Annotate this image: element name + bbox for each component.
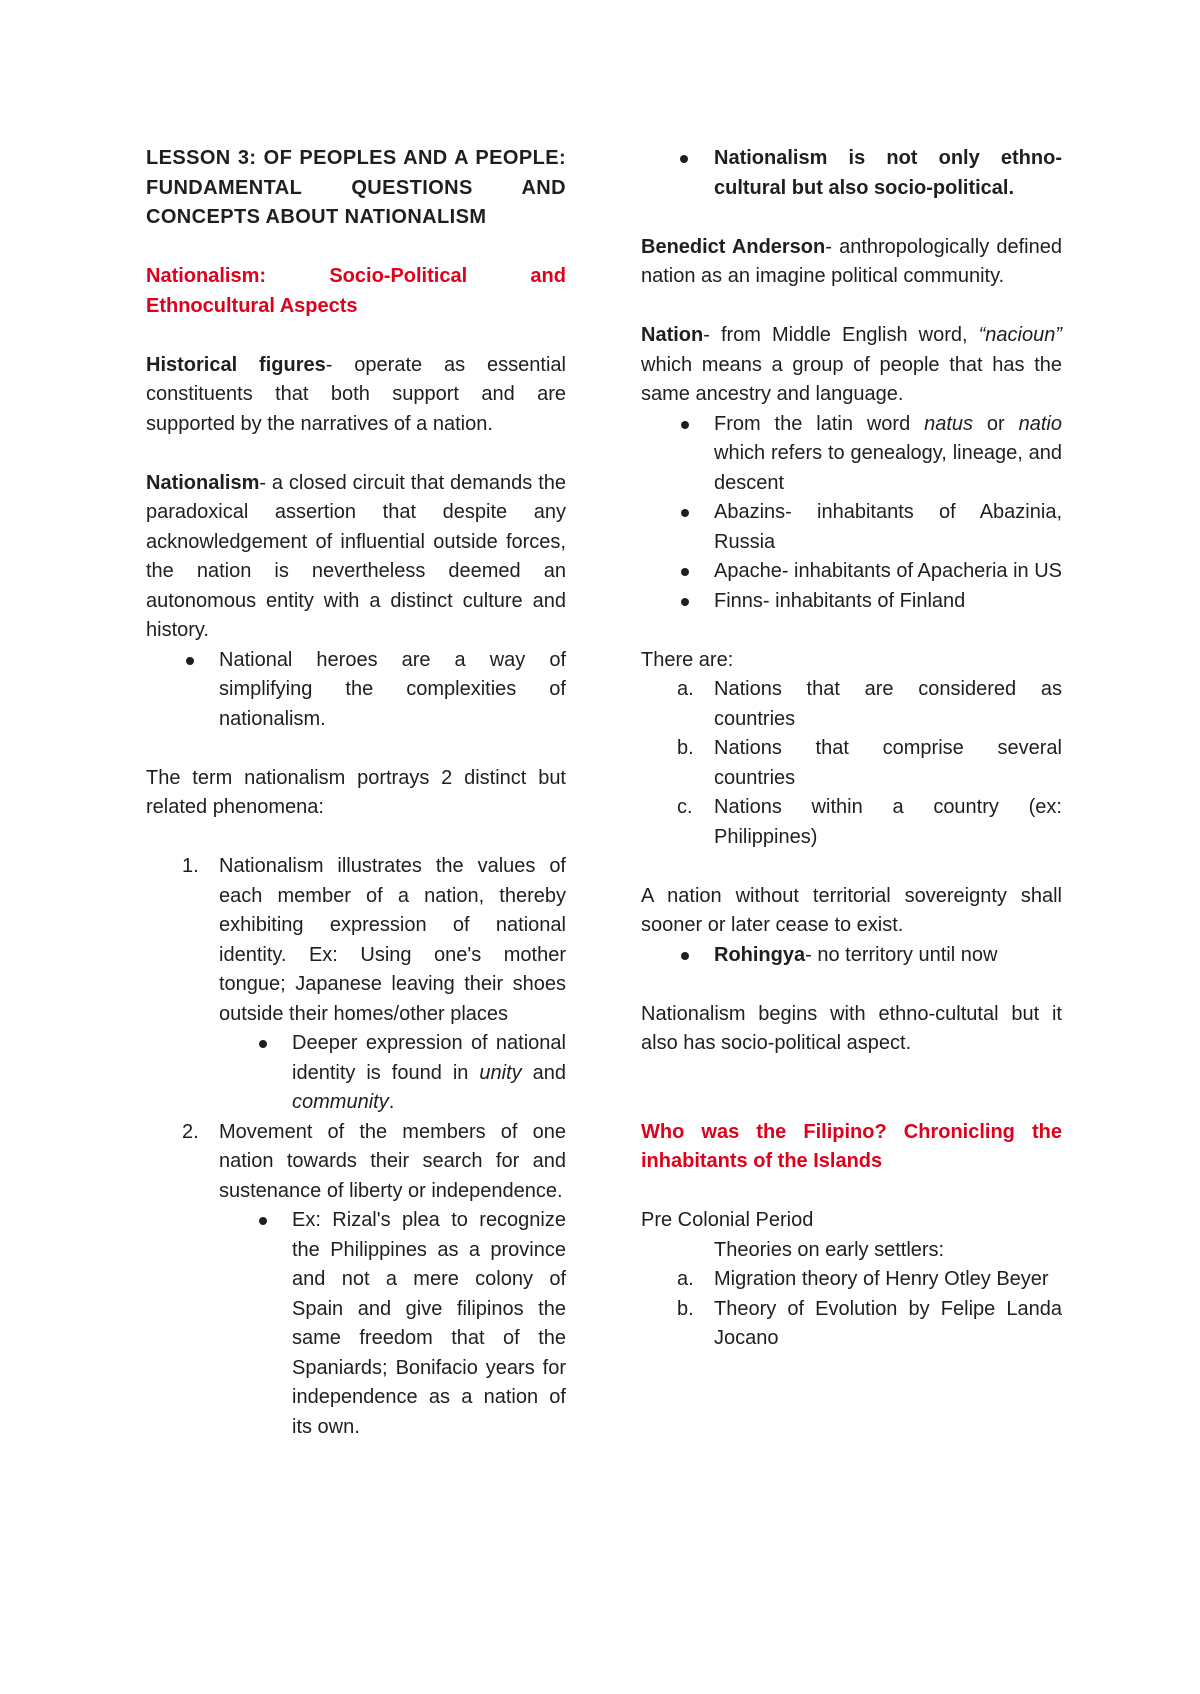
item-1-text: Nationalism illustrates the values of each member of a nation, thereby exhibiting expression of national identity. Ex: Using one's mother tongue; Japanese leaving their shoes outside their homes/other places	[219, 855, 566, 1025]
abazins-text: Abazins- inhabitants of Abazinia, Russia	[714, 501, 1062, 553]
alpha-label: b.	[677, 1297, 694, 1320]
theory-b-text: Theory of Evolution by Felipe Landa Jocano	[714, 1297, 1062, 1349]
bullet-icon	[681, 509, 689, 517]
precolonial-heading: Pre Colonial Period	[641, 1209, 814, 1231]
alpha-label: a.	[677, 678, 694, 700]
bullet-icon	[259, 1217, 267, 1225]
section-heading-filipino: Who was the Filipino? Chronicling the inhabitants of the Islands	[641, 1120, 1062, 1172]
not-only-text: Nationalism is not only ethno-cultural but also socio-political.	[714, 147, 1062, 199]
community-word: community	[292, 1091, 389, 1113]
anderson-definition: - anthropologically defined nation as an imagine political community.	[641, 235, 1062, 287]
alpha-c-text: Nations within a country (ex: Philippines)	[714, 796, 1062, 848]
list-item-rizal-example	[146, 1206, 566, 1442]
alpha-item-b	[641, 734, 1062, 793]
sub-text: and	[521, 1061, 566, 1084]
alpha-item-a	[641, 675, 1062, 734]
section-heading-nationalism: Nationalism: Socio-Political and Ethnocultural Aspects	[146, 265, 566, 317]
nationalism-definition: - a closed circuit that demands the paradoxical assertion that despite any acknowledgement of influential outside forces, the nation is nevertheless deemed an autonomous entity with a distinct culture and history.	[146, 471, 566, 641]
rohingya-definition: - no territory until now	[805, 943, 998, 966]
nation-definition: - from Middle English word,	[703, 324, 979, 346]
numbered-item-2	[146, 1118, 566, 1207]
list-item-heroes	[146, 646, 566, 735]
bullet-icon	[186, 657, 194, 665]
list-item-not-only	[641, 144, 1062, 203]
bullet-icon	[681, 598, 689, 606]
nation-term: Nation	[641, 324, 704, 346]
anderson-term: Benedict Anderson	[641, 235, 826, 258]
latin-text: or	[973, 412, 1019, 435]
natio-word: natio	[1018, 412, 1062, 435]
bullet-icon	[680, 155, 688, 163]
latin-text: which refers to genealogy, lineage, and descent	[714, 442, 1062, 494]
historical-figures-paragraph	[146, 351, 566, 440]
alpha-item-c	[641, 793, 1062, 852]
left-column	[146, 144, 566, 1442]
latin-text: From the latin word	[714, 412, 925, 435]
apache-text: Apache- inhabitants of Apacheria in US	[714, 560, 1062, 582]
item-2-text: Movement of the members of one nation towards their search for and sustenance of liberty or independence.	[219, 1120, 566, 1202]
nationalism-term: Nationalism	[146, 471, 260, 494]
theory-item-a	[641, 1265, 1062, 1295]
sub-text: Deeper expression of national identity is found in	[292, 1032, 566, 1084]
list-item-deeper-expression	[146, 1029, 566, 1118]
number-label: 1.	[182, 855, 199, 877]
bullet-icon	[259, 1040, 267, 1048]
sovereignty-paragraph: A nation without territorial sovereignty shall sooner or later cease to exist.	[641, 884, 1062, 936]
theory-a-text: Migration theory of Henry Otley Beyer	[714, 1268, 1049, 1290]
there-are-line: There are:	[641, 648, 734, 671]
nationalism-paragraph	[146, 469, 566, 646]
natus-word: natus	[924, 412, 974, 435]
right-column	[641, 144, 1062, 1354]
list-item-apache	[641, 557, 1062, 587]
list-item-abazins	[641, 498, 1062, 557]
sub-text: .	[388, 1091, 395, 1113]
theory-item-b	[641, 1295, 1062, 1354]
alpha-label: a.	[677, 1268, 694, 1290]
number-label: 2.	[182, 1120, 199, 1143]
nation-definition: which means a group of people that has the same ancestry and language.	[641, 353, 1062, 405]
alpha-a-text: Nations that are considered as countries	[714, 678, 1062, 730]
anderson-paragraph	[641, 233, 1062, 292]
historical-figures-definition: - operate as essential constituents that both support and are supported by the narratives of a nation.	[146, 353, 566, 435]
rizal-example-text: Ex: Rizal's plea to recognize the Philippines as a province and not a mere colony of Spain and give filipinos the same freedom that of the Spaniards; Bonifacio years for independence as a nation of its own.	[292, 1209, 566, 1438]
list-item-finns	[641, 587, 1062, 617]
list-item-rohingya	[641, 941, 1062, 971]
finns-text: Finns- inhabitants of Finland	[714, 589, 966, 612]
lesson-title: LESSON 3: OF PEOPLES AND A PEOPLE: FUNDAMENTAL QUESTIONS AND CONCEPTS ABOUT NATIONALISM	[146, 147, 566, 228]
historical-figures-term: Historical figures	[146, 353, 326, 376]
nacioun-word: “nacioun”	[978, 324, 1062, 346]
theories-line: Theories on early settlers:	[714, 1238, 945, 1261]
alpha-b-text: Nations that comprise several countries	[714, 737, 1062, 789]
bullet-icon	[681, 421, 689, 429]
nation-paragraph	[641, 321, 1062, 410]
alpha-label: b.	[677, 737, 694, 759]
begins-paragraph: Nationalism begins with ethno-cultutal but it also has socio-political aspect.	[641, 1002, 1062, 1054]
bullet-icon	[681, 568, 689, 576]
list-item-latin	[641, 410, 1062, 499]
alpha-label: c.	[677, 796, 693, 818]
numbered-item-1	[146, 852, 566, 1029]
unity-word: unity	[479, 1061, 522, 1084]
heroes-text: National heroes are a way of simplifying the complexities of nationalism.	[219, 648, 566, 730]
rohingya-term: Rohingya	[714, 943, 806, 966]
term-intro-paragraph: The term nationalism portrays 2 distinct but related phenomena:	[146, 766, 566, 818]
bullet-icon	[681, 952, 689, 960]
